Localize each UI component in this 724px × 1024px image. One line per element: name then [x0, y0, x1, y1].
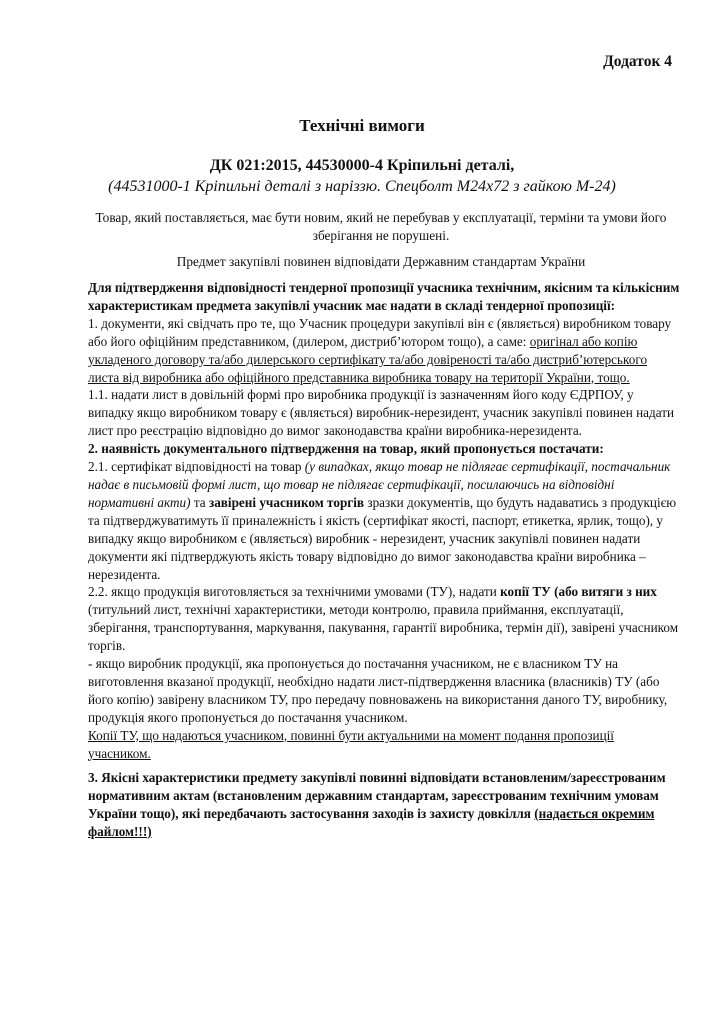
section-3	[88, 769, 680, 841]
item-2-1-and: та	[190, 494, 209, 510]
item-2-2-note: Копії ТУ, що надаються учасником, повинні бути актуальними на момент подання пропозиції учасником.	[88, 727, 614, 761]
item-2-2-owner: - якщо виробник продукції, яка пропонується до постачання учасником, не є власником ТУ на виготовлення вказаної продукції, необхідно надати лист-підтвердження власника (власників) ТУ (або його копію) завірену власником ТУ, про передачу повноважень на використання даного ТУ, виробнику, продукція якого пропонується до постачання учасником.	[88, 656, 668, 725]
item-2-2-end: (титульний лист, технічні характеристики, методи контролю, правила приймання, експлуатації, зберігання, транспортування, маркування, пакування, гарантії виробника, термін дії), завірені учасником торгів.	[88, 602, 679, 654]
item-1-text: 1. документи, які свідчать про те, що Учасник процедури закупівлі він є (являється) виробником товару або його офіційним представником, (дилером, дистриб’ютором тощо), а саме:	[88, 315, 672, 349]
page-title: Технічні вимоги	[299, 116, 425, 135]
item-1-documents: оригінал або копію укладеного договору та/або дилерського сертифікату та/або довіреності та/або дистриб’ютерського листа від виробника або офіційного представника виробника товару на території України, тощо.	[88, 333, 648, 385]
item-2-1-note: (у випадках, якщо товар не підлягає сертифікації, постачальник надає в письмовій формі лист, що товар не підлягає сертифікації, посилаючись на відповідні нормативні акти)	[88, 459, 671, 510]
item-2-1-end: зразки документів, що будуть надаватись з продукцією та підтверджуватимуть її приналежність і якість (сертифікат якості, паспорт, етикетка, ярлик, тощо), у випадку якщо виробником є (являється) виробник - нерезидент, учасник закупівлі повинен надати документи які підтверджують якість товару відповідно до вимог законодавства країни виробника – нерезидента.	[88, 494, 677, 582]
section-3-separate-file: (надається окремим файлом!!!)	[88, 805, 655, 839]
item-2-2	[88, 583, 680, 655]
section-3-text: 3. Якісні характеристики предмету закупівлі повинні відповідати встановленим/зареєстрованим нормативним актам (встановленим державним стандартам, зареєстрованим технічним умовам України тощо), які передбачають застосування заходів із захисту довкілля	[88, 770, 666, 821]
requirements-block	[88, 279, 680, 762]
standards-paragraph: Предмет закупівлі повинен відповідати Державним стандартам України	[176, 254, 586, 269]
item-2-1-start: 2.1. сертифікат відповідності на товар	[88, 459, 305, 475]
new-goods-paragraph: Товар, який поставляється, має бути новим, який не перебував у експлуатації, терміни та умови його зберігання не порушені.	[95, 210, 667, 243]
item-1-1: 1.1. надати лист в довільній формі про виробника продукції із зазначенням його коду ЄДРПОУ, у випадку якщо виробником товару є (являється) виробник-нерезидент, учасник закупівлі повинен надати лист про реєстрацію відповідно до вимог законодавства країни виробника-нерезидента.	[88, 387, 675, 439]
item-2-2-start: 2.2. якщо продукція виготовляється за технічними умовами (ТУ), надати	[88, 584, 501, 600]
item-1	[88, 315, 680, 387]
annex-label: Додаток 4	[603, 53, 672, 70]
item-2-1	[88, 458, 680, 583]
classifier-code: ДК 021:2015, 44530000-4 Кріпильні деталі,	[209, 157, 515, 174]
requirements-heading: Для підтвердження відповідності тендерної пропозиції учасника технічним, якісним та кількісним характеристикам предмета закупівлі учасник має надати в складі тендерної пропозиції:	[88, 280, 680, 313]
classifier-subcode: (44531000-1 Кріпильні деталі з наріззю. Спецболт М24х72 з гайкою М-24)	[108, 178, 616, 195]
item-2-1-certified: завірені учасником торгів	[208, 494, 365, 510]
item-2-2-copies: копії ТУ (або витяги з них	[500, 584, 657, 600]
item-2-heading: 2. наявність документального підтвердження на товар, який пропонується постачати:	[88, 441, 604, 457]
